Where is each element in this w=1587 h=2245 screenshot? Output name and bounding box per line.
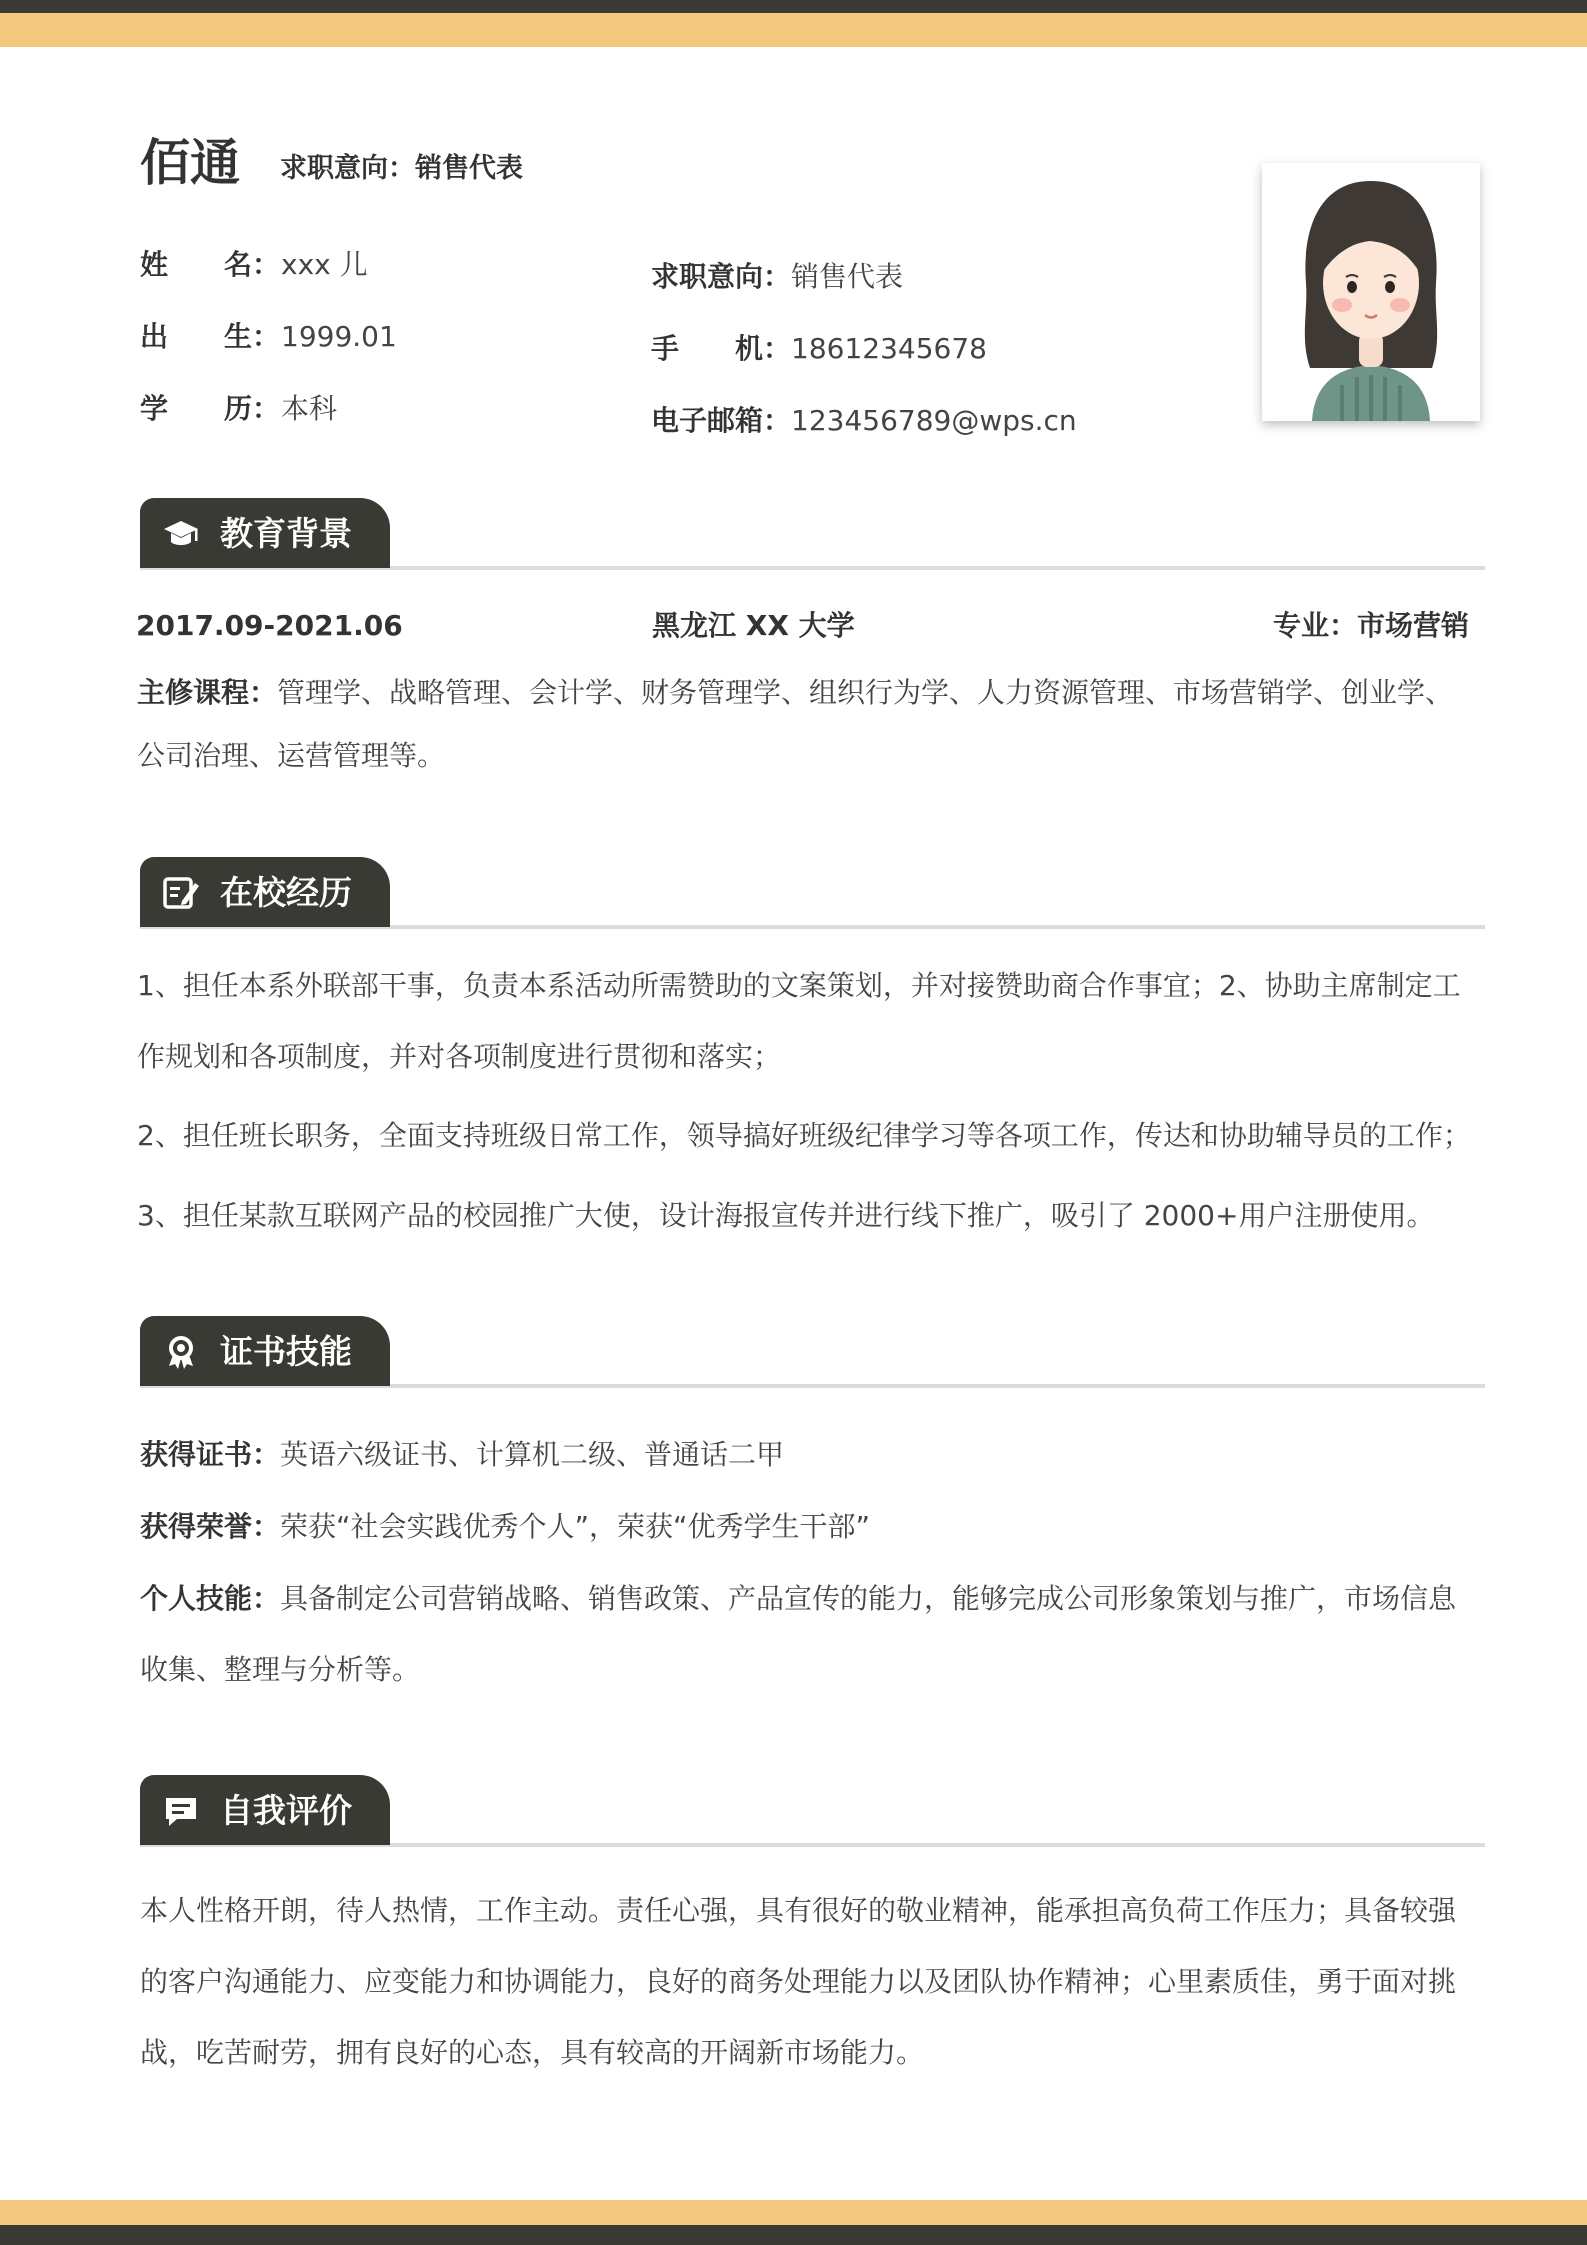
bottom-gold-band xyxy=(0,2200,1587,2225)
info-intent-value: 销售代表 xyxy=(791,260,904,293)
info-email-label: 电子邮箱： xyxy=(651,404,792,437)
section-skills-title: 证书技能 xyxy=(220,1332,352,1371)
info-phone-value: 18612345678 xyxy=(791,332,987,365)
info-phone-label: 手 机： xyxy=(651,332,792,365)
top-gold-band xyxy=(0,13,1587,47)
section-self-eval-header xyxy=(140,1775,485,1847)
avatar-illustration xyxy=(1262,163,1480,421)
section-tab xyxy=(140,1316,390,1386)
skills-abilities xyxy=(140,1563,1475,1705)
skills-certificates xyxy=(140,1419,1475,1490)
education-courses xyxy=(137,661,1472,787)
job-intent-value: 销售代表 xyxy=(415,153,523,184)
info-education-label: 学 历： xyxy=(140,392,281,425)
job-intent-label: 求职意向： xyxy=(280,153,415,184)
info-birth-value: 1999.01 xyxy=(281,320,397,353)
section-self-eval-title: 自我评价 xyxy=(220,1791,352,1830)
info-phone-row xyxy=(651,329,1211,369)
skills-honors-label: 获得荣誉： xyxy=(140,1510,281,1543)
skills-honors xyxy=(140,1491,1475,1562)
info-email-row xyxy=(651,401,1211,441)
section-skills-header xyxy=(140,1316,485,1388)
info-intent-label: 求职意向： xyxy=(651,260,792,293)
education-courses-text: 管理学、战略管理、会计学、财务管理学、组织行为学、人力资源管理、市场营销学、创业学、公司治理、运营管理等。 xyxy=(137,676,1454,772)
self-eval-text: 本人性格开朗，待人热情，工作主动。责任心强，具有很好的敬业精神，能承担高负荷工作压力；具备较强的客户沟通能力、应变能力和协调能力，良好的商务处理能力以及团队协作精神；心里素质佳，勇于面对挑战，吃苦耐劳，拥有良好的心态，具有较高的开阔新市场能力。 xyxy=(140,1894,1457,2069)
section-education-title: 教育背景 xyxy=(220,514,352,553)
skills-honors-text: 荣获“社会实践优秀个人”，荣获“优秀学生干部” xyxy=(280,1510,871,1543)
education-courses-label: 主修课程： xyxy=(137,676,278,709)
info-birth-row xyxy=(140,317,620,357)
campus-item-2: 2、担任班长职务，全面支持班级日常工作，领导搞好班级纪律学习等各项工作，传达和协助辅导员的工作； xyxy=(137,1119,1471,1152)
award-badge-icon xyxy=(162,1334,200,1370)
skills-abilities-label: 个人技能： xyxy=(140,1582,281,1615)
info-education-row xyxy=(140,389,620,429)
graduation-cap-icon xyxy=(162,516,200,552)
skills-abilities-text: 具备制定公司营销战略、销售政策、产品宣传的能力，能够完成公司形象策划与推广，市场信息收集、整理与分析等。 xyxy=(140,1582,1457,1686)
edit-note-icon xyxy=(162,875,200,911)
section-tab xyxy=(140,1775,390,1845)
info-name-value: xxx 儿 xyxy=(281,248,368,281)
job-intent-heading xyxy=(280,149,523,189)
education-school: 黑龙江 XX 大学 xyxy=(652,609,855,642)
section-campus-header xyxy=(140,857,485,929)
campus-item-3: 3、担任某款互联网产品的校园推广大使，设计海报宣传并进行线下推广，吸引了 2000+用户注册使用。 xyxy=(137,1199,1435,1232)
avatar-photo xyxy=(1262,163,1480,421)
info-education-value: 本科 xyxy=(281,392,338,425)
comment-icon xyxy=(162,1793,200,1829)
info-intent-row xyxy=(651,257,1211,297)
section-tab xyxy=(140,857,390,927)
info-name-row xyxy=(140,245,620,285)
top-dark-band xyxy=(0,0,1587,13)
section-campus-title: 在校经历 xyxy=(220,873,352,912)
info-name-label: 姓 名： xyxy=(140,248,281,281)
skills-certificates-label: 获得证书： xyxy=(140,1438,281,1471)
info-email-value: 123456789@wps.cn xyxy=(791,404,1077,437)
bottom-dark-band xyxy=(0,2225,1587,2245)
candidate-name: 佰通 xyxy=(140,134,240,192)
education-major: 专业：市场营销 xyxy=(1272,609,1469,642)
section-tab xyxy=(140,498,390,568)
section-education-header xyxy=(140,498,485,570)
education-period: 2017.09-2021.06 xyxy=(136,609,403,642)
info-birth-label: 出 生： xyxy=(140,320,281,353)
skills-certificates-text: 英语六级证书、计算机二级、普通话二甲 xyxy=(280,1438,785,1471)
campus-item-1: 1、担任本系外联部干事，负责本系活动所需赞助的文案策划，并对接赞助商合作事宜；2、协助主席制定工作规划和各项制度，并对各项制度进行贯彻和落实； xyxy=(137,969,1461,1073)
